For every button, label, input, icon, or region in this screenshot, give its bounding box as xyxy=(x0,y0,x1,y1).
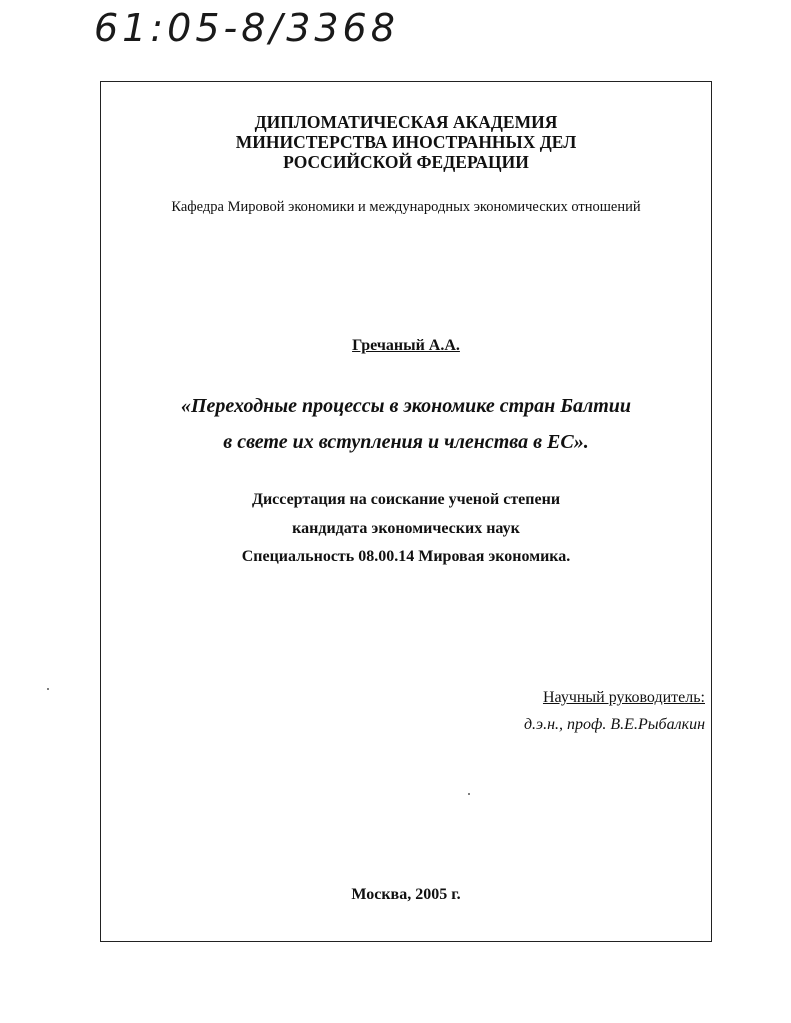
dissertation-title xyxy=(101,388,711,460)
institution-line-3: РОССИЙСКОЙ ФЕДЕРАЦИИ xyxy=(283,152,529,172)
title-line-1: «Переходные процессы в экономике стран Балтии xyxy=(180,395,632,417)
author-name xyxy=(101,337,711,355)
archive-handwritten-mark: 61:05-8/3368 xyxy=(94,6,399,50)
supervisor-label: Научный руководитель: xyxy=(542,689,705,706)
degree-line-2: кандидата экономических наук xyxy=(292,519,520,537)
city-year: Москва, 2005 г. xyxy=(351,886,461,903)
supervisor-block xyxy=(524,684,705,738)
scan-speck xyxy=(47,688,49,690)
institution-line-2: МИНИСТЕРСТВА ИНОСТРАННЫХ ДЕЛ xyxy=(235,132,577,152)
degree-line-1: Диссертация на соискание ученой степени xyxy=(251,491,561,508)
institution-name xyxy=(101,112,711,172)
degree-statement xyxy=(101,486,711,572)
department-name: Кафедра Мировой экономики и международных экономических отношений xyxy=(171,199,641,215)
scan-speck xyxy=(468,793,470,795)
supervisor-name: д.э.н., проф. В.Е.Рыбалкин xyxy=(523,716,705,733)
institution-line-1: ДИПЛОМАТИЧЕСКАЯ АКАДЕМИЯ xyxy=(254,112,558,132)
author-name-text: Гречаный А.А. xyxy=(352,337,460,354)
degree-line-3: Специальность 08.00.14 Мировая экономика. xyxy=(241,548,571,565)
title-line-2: в свете их вступления и членства в ЕС». xyxy=(223,431,589,453)
title-page-frame xyxy=(100,81,712,942)
